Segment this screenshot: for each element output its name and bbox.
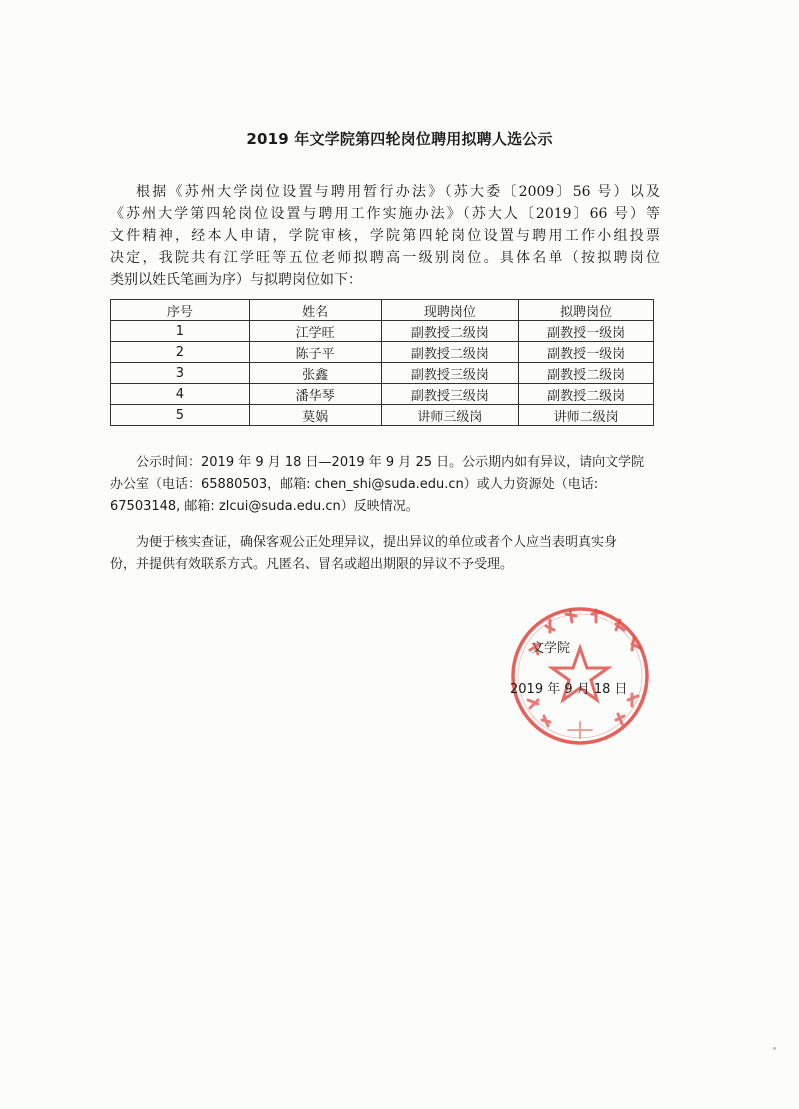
cell-proposed-post: 副教授二级岗 [519,384,654,405]
objection-line: 为便于核实查证，确保客观公正处理异议，提出异议的单位或者个人应当表明真实身 [136,535,618,550]
cell-proposed-post: 讲师二级岗 [519,405,654,426]
notice-line: 公示时间：2019 年 9 月 18 日—2019 年 9 月 25 日。公示期内如有异议，请向文学院 [136,455,645,470]
candidate-table [110,299,654,426]
cell-serial: 4 [111,384,250,405]
notice-paragraph [110,452,670,518]
objection-paragraph [110,532,670,576]
cell-serial: 1 [111,321,250,342]
header-proposed-post: 拟聘岗位 [519,300,654,321]
notice-line: 67503148, 邮箱: zlcui@suda.edu.cn）反映情况。 [110,499,419,514]
table-row [111,384,654,405]
header-name: 姓名 [249,300,381,321]
notice-line: 办公室（电话：65880503，邮箱: chen_shi@suda.edu.cn）或人力资源处（电话: [110,477,599,492]
cell-serial: 3 [111,363,250,384]
header-serial: 序号 [111,300,250,321]
table-row [111,405,654,426]
cell-current-post: 副教授三级岗 [381,384,519,405]
cell-proposed-post: 副教授一级岗 [519,321,654,342]
cell-name: 潘华琴 [249,384,381,405]
signature-date: 2019 年 9 月 18 日 [510,682,628,697]
table-header-row [111,300,654,321]
table-row [111,363,654,384]
cell-current-post: 副教授三级岗 [381,363,519,384]
cell-serial: 5 [111,405,250,426]
cell-current-post: 讲师三级岗 [381,405,519,426]
cell-current-post: 副教授二级岗 [381,342,519,363]
header-current-post: 现聘岗位 [381,300,519,321]
intro-line: 类别以姓氏笔画为序）与拟聘岗位如下： [110,272,362,288]
cell-name: 张鑫 [249,363,381,384]
cell-serial: 2 [111,342,250,363]
table-row [111,321,654,342]
official-seal [508,604,652,748]
cell-name: 陈子平 [249,342,381,363]
scan-speck [773,1047,776,1050]
objection-line: 份，并提供有效联系方式。凡匿名、冒名或超出期限的异议不予受理。 [110,557,514,572]
signature-org: 文学院 [531,641,571,656]
cell-proposed-post: 副教授二级岗 [519,363,654,384]
cell-name: 江学旺 [249,321,381,342]
intro-line: 文件精神，经本人申请，学院审核，学院第四轮岗位设置与聘用工作小组投票 [110,228,660,244]
page-title: 2019 年文学院第四轮岗位聘用拟聘人选公示 [246,130,553,148]
intro-line: 决定，我院共有江学旺等五位老师拟聘高一级别岗位。具体名单（按拟聘岗位 [110,250,660,266]
cell-current-post: 副教授二级岗 [381,321,519,342]
intro-line: 《苏州大学第四轮岗位设置与聘用工作实施办法》（苏大人〔2019〕66 号）等 [110,206,660,222]
intro-paragraph [110,181,660,291]
intro-line: 根据《苏州大学岗位设置与聘用暂行办法》（苏大委〔2009〕56 号）以及 [136,184,660,200]
table-row [111,342,654,363]
cell-proposed-post: 副教授一级岗 [519,342,654,363]
cell-name: 莫娲 [249,405,381,426]
